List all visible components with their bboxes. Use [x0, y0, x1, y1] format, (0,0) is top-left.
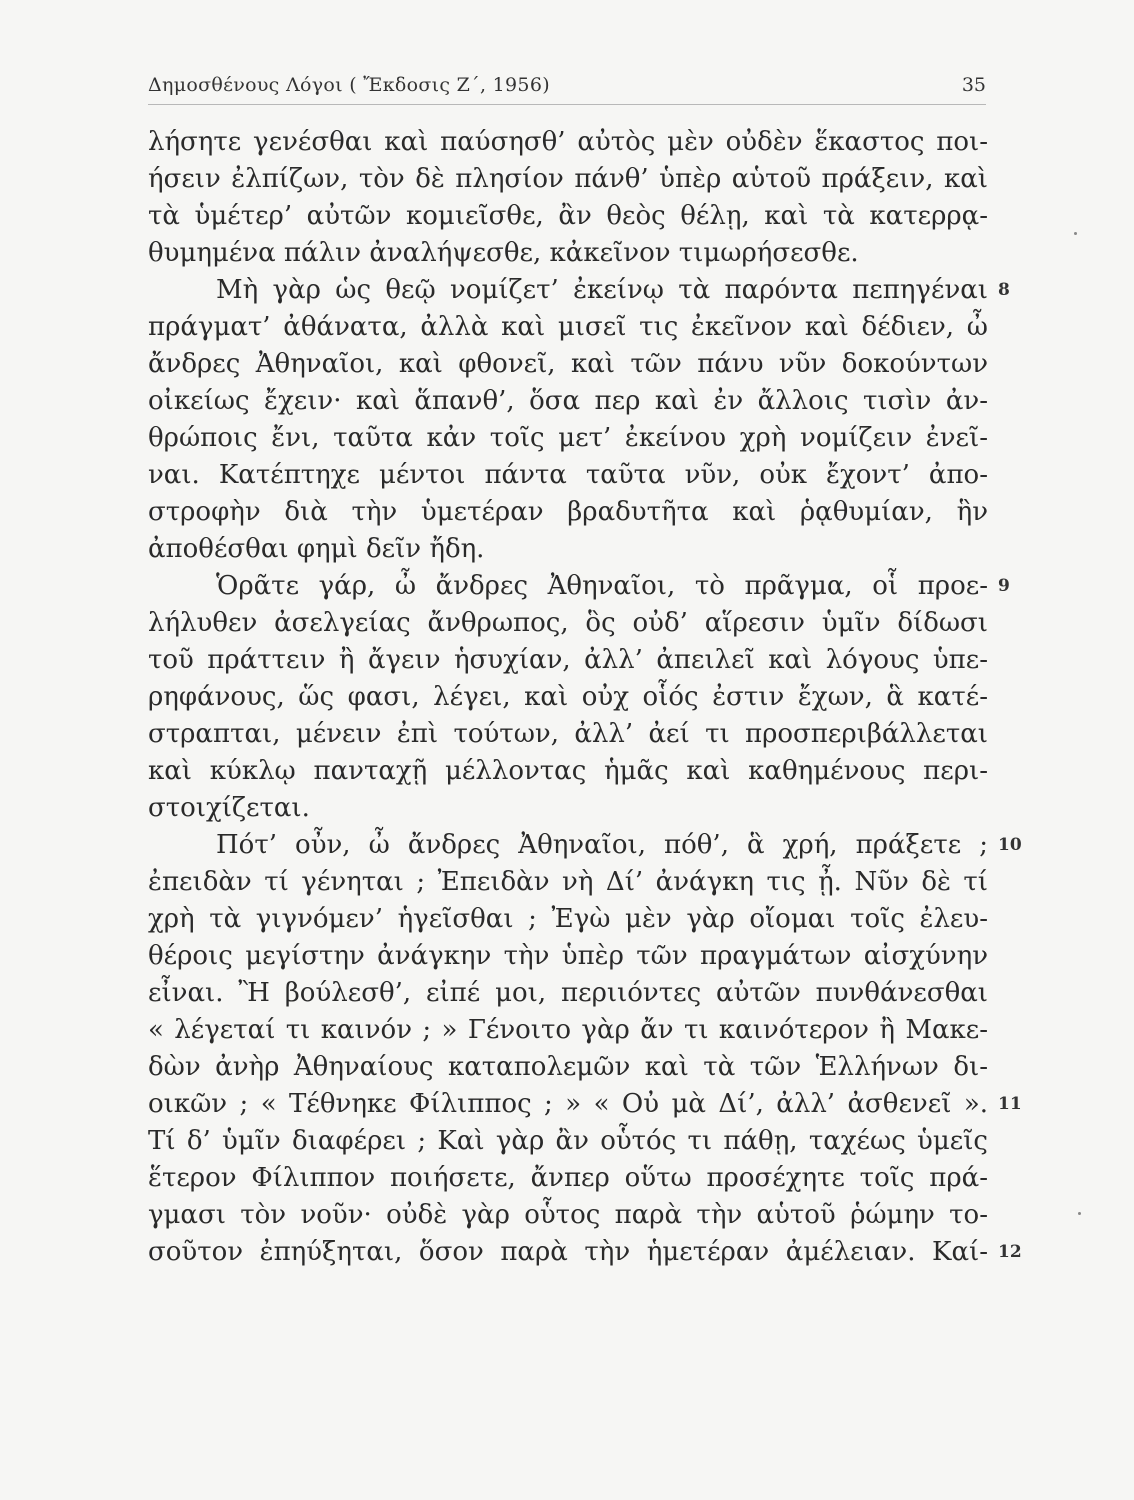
section-number: 8	[998, 280, 1010, 300]
text-line	[148, 716, 988, 753]
text-line	[148, 1234, 1022, 1271]
text-line-content: στραπται, μένειν ἐπὶ τούτων, ἀλλ’ ἀεί τι προσπεριβάλλεται	[148, 719, 988, 749]
text-line-content: ἕτερον Φίλιππον ποιήσετε, ἄνπερ οὕτω προσέχητε τοῖς πρά-	[148, 1163, 988, 1193]
page-number: 35	[961, 74, 986, 96]
text-line	[148, 309, 988, 346]
body-text	[148, 124, 1022, 1271]
text-line	[148, 457, 988, 494]
text-line	[148, 1197, 988, 1234]
text-line	[148, 235, 988, 272]
text-line	[148, 679, 988, 716]
text-line	[148, 531, 988, 568]
text-line	[148, 346, 988, 383]
scan-speck	[1078, 1212, 1081, 1215]
text-line-content: ρηφάνους, ὥς φασι, λέγει, καὶ οὐχ οἷός ἐστιν ἔχων, ἃ κατέ-	[148, 682, 988, 712]
text-line	[148, 827, 1022, 864]
text-line	[148, 753, 988, 790]
text-line-content: Πότ’ οὖν, ὦ ἄνδρες Ἀθηναῖοι, πόθ’, ἃ χρή, πράξετε ;	[216, 830, 988, 860]
text-line	[148, 420, 988, 457]
text-line	[148, 1160, 988, 1197]
scan-speck	[1074, 232, 1077, 235]
text-line	[148, 864, 988, 901]
text-line-content: Ὁρᾶτε γάρ, ὦ ἄνδρες Ἀθηναῖοι, τὸ πρᾶγμα, οἷ προε-	[216, 571, 988, 601]
section-number: 12	[998, 1242, 1022, 1262]
text-line-content: « λέγεταί τι καινόν ; » Γένοιτο γὰρ ἄν τι καινότερον ἢ Μακε-	[148, 1015, 988, 1045]
text-line	[148, 383, 988, 420]
text-line-content: χρὴ τὰ γιγνόμεν’ ἡγεῖσθαι ; Ἐγὼ μὲν γὰρ οἴομαι τοῖς ἐλευ-	[148, 904, 988, 934]
text-line-content: εἶναι. Ἢ βούλεσθ’, εἰπέ μοι, περιιόντες αὐτῶν πυνθάνεσθαι	[148, 978, 988, 1008]
text-line-content: Μὴ γὰρ ὡς θεῷ νομίζετ’ ἐκείνῳ τὰ παρόντα πεπηγέναι	[216, 275, 988, 305]
text-line-content: λήσητε γενέσθαι καὶ παύσησθ’ αὐτὸς μὲν οὐδὲν ἕκαστος ποι-	[148, 127, 988, 157]
section-number: 9	[998, 576, 1010, 596]
text-line	[148, 1049, 988, 1086]
section-number: 10	[998, 835, 1022, 855]
text-line-content: καὶ κύκλῳ πανταχῇ μέλλοντας ἡμᾶς καὶ καθημένους περι-	[148, 756, 988, 786]
text-line-content: Τί δ’ ὑμῖν διαφέρει ; Καὶ γὰρ ἂν οὗτός τι πάθῃ, ταχέως ὑμεῖς	[148, 1126, 988, 1156]
text-line-content: στροφὴν διὰ τὴν ὑμετέραν βραδυτῆτα καὶ ῥᾳθυμίαν, ἣν	[148, 497, 988, 527]
text-line	[148, 161, 988, 198]
text-line	[148, 901, 988, 938]
text-line	[148, 605, 988, 642]
text-line-content: σοῦτον ἐπηύξηται, ὅσον παρὰ τὴν ἡμετέραν ἀμέλειαν. Καί-	[148, 1237, 988, 1267]
running-header	[148, 70, 986, 105]
text-line	[148, 198, 988, 235]
text-line	[148, 642, 988, 679]
text-line-content: λήλυθεν ἀσελγείας ἄνθρωπος, ὃς οὐδ’ αἵρεσιν ὑμῖν δίδωσι	[148, 608, 988, 638]
text-line	[148, 1086, 1022, 1123]
text-line	[148, 938, 988, 975]
section-number: 11	[998, 1094, 1022, 1114]
text-line	[148, 975, 988, 1012]
text-line-content: θέροις μεγίστην ἀνάγκην τὴν ὑπὲρ τῶν πραγμάτων αἰσχύνην	[148, 941, 988, 971]
text-line-content: ναι. Κατέπτηχε μέντοι πάντα ταῦτα νῦν, οὐκ ἔχοντ’ ἀπο-	[148, 460, 988, 490]
text-line-content: ἐπειδὰν τί γένηται ; Ἐπειδὰν νὴ Δί’ ἀνάγκη τις ᾖ. Νῦν δὲ τί	[148, 867, 988, 897]
text-line-content: γμασι τὸν νοῦν· οὐδὲ γὰρ οὗτος παρὰ τὴν αὑτοῦ ῥώμην το-	[148, 1200, 988, 1230]
header-title: Δημοσθένους Λόγοι ( Ἔκδοσις Ζ΄, 1956)	[148, 74, 550, 96]
text-line	[148, 1123, 988, 1160]
text-line	[148, 272, 1010, 309]
text-line	[148, 1012, 988, 1049]
text-line	[148, 790, 988, 827]
text-line-content: τοῦ πράττειν ἢ ἄγειν ἡσυχίαν, ἀλλ’ ἀπειλεῖ καὶ λόγους ὑπε-	[148, 645, 988, 675]
text-line-content: θυμημένα πάλιν ἀναλήψεσθε, κἀκεῖνον τιμωρήσεσθε.	[148, 238, 859, 268]
text-line	[148, 494, 988, 531]
text-line	[148, 124, 988, 161]
text-line-content: τὰ ὑμέτερ’ αὐτῶν κομιεῖσθε, ἂν θεὸς θέλῃ, καὶ τὰ κατερρᾳ-	[148, 201, 988, 231]
text-line-content: ἄνδρες Ἀθηναῖοι, καὶ φθονεῖ, καὶ τῶν πάνυ νῦν δοκούντων	[148, 349, 988, 379]
text-line-content: ἀποθέσθαι φημὶ δεῖν ἤδη.	[148, 534, 485, 564]
text-line	[148, 568, 1010, 605]
text-line-content: οικῶν ; « Τέθνηκε Φίλιππος ; » « Οὐ μὰ Δί’, ἀλλ’ ἀσθενεῖ ».	[148, 1089, 988, 1119]
text-line-content: πράγματ’ ἀθάνατα, ἀλλὰ καὶ μισεῖ τις ἐκεῖνον καὶ δέδιεν, ὦ	[148, 312, 988, 342]
text-line-content: θρώποις ἔνι, ταῦτα κἀν τοῖς μετ’ ἐκείνου χρὴ νομίζειν ἐνεῖ-	[148, 423, 988, 453]
text-line-content: ήσειν ἐλπίζων, τὸν δὲ πλησίον πάνθ’ ὑπὲρ αὑτοῦ πράξειν, καὶ	[148, 164, 988, 194]
text-line-content: οἰκείως ἔχειν· καὶ ἅπανθ’, ὅσα περ καὶ ἐν ἄλλοις τισὶν ἀν-	[148, 386, 988, 416]
text-line-content: στοιχίζεται.	[148, 793, 310, 823]
text-line-content: δὼν ἀνὴρ Ἀθηναίους καταπολεμῶν καὶ τὰ τῶν Ἑλλήνων δι-	[148, 1052, 988, 1082]
